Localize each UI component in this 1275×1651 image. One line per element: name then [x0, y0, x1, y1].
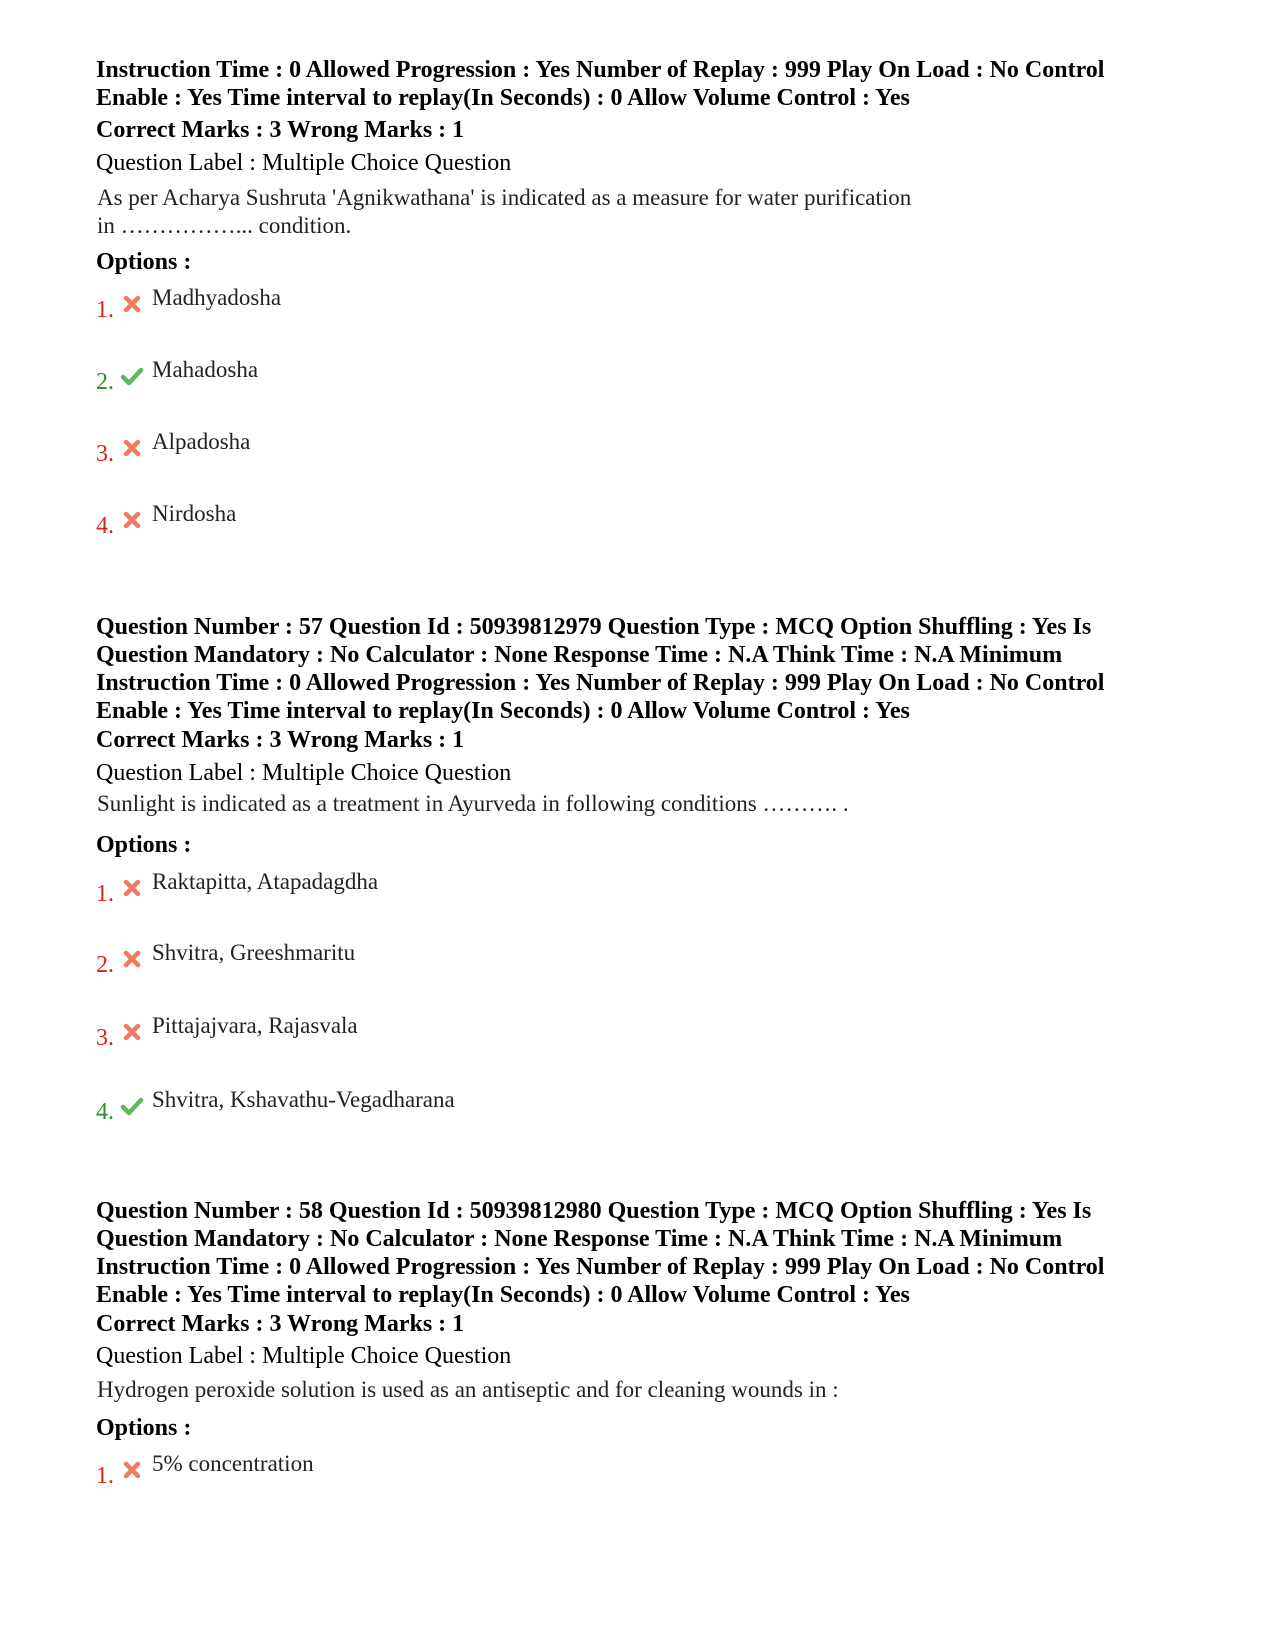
check-icon [120, 364, 144, 388]
check-icon [120, 1094, 144, 1118]
question-text: Sunlight is indicated as a treatment in Ayurveda in following conditions ………. . [97, 791, 849, 816]
option-item [96, 868, 996, 908]
marks-info: Correct Marks : 3 Wrong Marks : 1 [96, 117, 465, 143]
wrong-icon [120, 292, 144, 316]
metadata-line: Instruction Time : 0 Allowed Progression : Yes Number of Replay : 999 Play On Load : No Control [96, 57, 1105, 83]
wrong-icon [120, 1020, 144, 1044]
option-number: 1. [96, 1463, 114, 1489]
metadata-line: Enable : Yes Time interval to replay(In Seconds) : 0 Allow Volume Control : Yes [96, 698, 910, 724]
metadata-line: Enable : Yes Time interval to replay(In Seconds) : 0 Allow Volume Control : Yes [96, 1282, 910, 1308]
option-text: 5% concentration [152, 1451, 314, 1476]
options-heading: Options : [96, 1415, 192, 1441]
option-item [96, 1012, 996, 1052]
options-heading: Options : [96, 249, 192, 275]
question-metadata [96, 56, 1176, 112]
question-label: Question Label : Multiple Choice Question [96, 150, 512, 176]
wrong-icon [120, 508, 144, 532]
option-number: 4. [96, 1099, 114, 1125]
option-number: 1. [96, 881, 114, 907]
option-number: 1. [96, 297, 114, 323]
option-text: Alpadosha [152, 429, 251, 454]
option-text: Pittajajvara, Rajasvala [152, 1013, 358, 1038]
question-metadata [96, 613, 1176, 725]
metadata-line: Question Mandatory : No Calculator : None Response Time : N.A Think Time : N.A Minimum [96, 642, 1063, 668]
metadata-line: Instruction Time : 0 Allowed Progression : Yes Number of Replay : 999 Play On Load : No Control [96, 670, 1105, 696]
metadata-line: Enable : Yes Time interval to replay(In Seconds) : 0 Allow Volume Control : Yes [96, 85, 910, 111]
question-label: Question Label : Multiple Choice Question [96, 1343, 512, 1369]
option-text: Nirdosha [152, 501, 237, 526]
option-number: 2. [96, 369, 114, 395]
metadata-line: Question Number : 57 Question Id : 50939812979 Question Type : MCQ Option Shuffling : Yes Is [96, 614, 1092, 640]
option-number: 2. [96, 952, 114, 978]
question-text: Hydrogen peroxide solution is used as an antiseptic and for cleaning wounds in : [97, 1377, 839, 1402]
option-text: Raktapitta, Atapadagdha [152, 869, 379, 894]
metadata-line: Instruction Time : 0 Allowed Progression : Yes Number of Replay : 999 Play On Load : No Control [96, 1254, 1105, 1280]
metadata-line: Question Number : 58 Question Id : 50939812980 Question Type : MCQ Option Shuffling : Yes Is [96, 1198, 1092, 1224]
option-item [96, 1086, 996, 1126]
option-item [96, 428, 996, 468]
option-text: Madhyadosha [152, 285, 282, 310]
question-text [97, 184, 1097, 240]
option-item [96, 356, 996, 396]
wrong-icon [120, 436, 144, 460]
option-item [96, 500, 996, 540]
option-item [96, 939, 996, 979]
option-text: Shvitra, Kshavathu-Vegadharana [152, 1087, 455, 1112]
options-heading: Options : [96, 832, 192, 858]
wrong-icon [120, 876, 144, 900]
question-text-line: in ……………... condition. [97, 213, 352, 238]
marks-info: Correct Marks : 3 Wrong Marks : 1 [96, 1311, 465, 1337]
question-label: Question Label : Multiple Choice Question [96, 760, 512, 786]
marks-info: Correct Marks : 3 Wrong Marks : 1 [96, 727, 465, 753]
option-text: Shvitra, Greeshmaritu [152, 940, 356, 965]
option-text: Mahadosha [152, 357, 259, 382]
wrong-icon [120, 1458, 144, 1482]
option-number: 4. [96, 513, 114, 539]
question-metadata [96, 1197, 1176, 1309]
option-number: 3. [96, 441, 114, 467]
wrong-icon [120, 947, 144, 971]
option-number: 3. [96, 1025, 114, 1051]
question-text-line: As per Acharya Sushruta 'Agnikwathana' is indicated as a measure for water purification [97, 185, 912, 210]
metadata-line: Question Mandatory : No Calculator : None Response Time : N.A Think Time : N.A Minimum [96, 1226, 1063, 1252]
option-item [96, 284, 996, 324]
option-item [96, 1450, 996, 1490]
